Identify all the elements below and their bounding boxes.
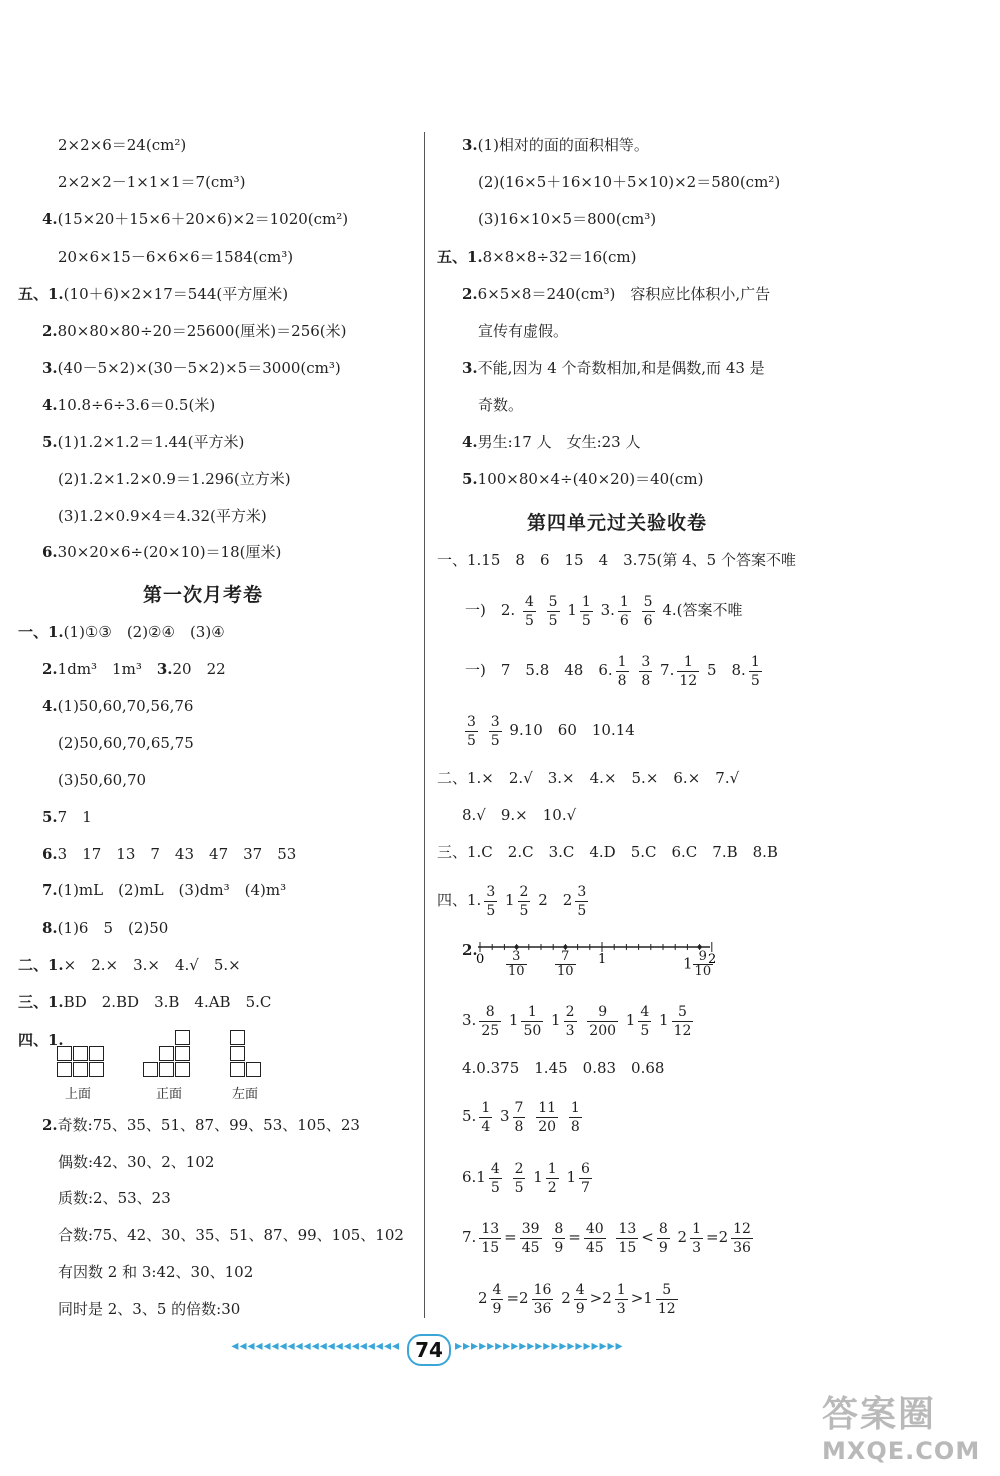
answer-line: 8.(1)6 5 (2)50 bbox=[42, 919, 169, 937]
answer-line: 质数:2、53、23 bbox=[58, 1189, 171, 1207]
answer-line: (2)(16×5＋16×10＋5×10)×2＝580(cm²) bbox=[478, 173, 781, 191]
answer-line: 奇数。 bbox=[478, 396, 524, 414]
svg-text:0: 0 bbox=[476, 952, 485, 967]
answer-line: 二、1.× 2.√ 3.× 4.× 5.× 6.× 7.√ bbox=[437, 769, 740, 787]
answer-line: 8.√ 9.× 10.√ bbox=[462, 806, 577, 824]
answer-line: 4.男生:17 人 女生:23 人 bbox=[462, 433, 641, 451]
view-label: 上面 bbox=[65, 1087, 92, 1102]
answer-line: 五、1.(10＋6)×2×17＝544(平方厘米) bbox=[18, 285, 289, 303]
answer-line: 一) 2. $\frac{4}{5}$ $\frac{5}{5}$ 1 $\frac{1}{5}$ 3. $\frac{1}{6}$ $\frac{5}{6}$ 4.(答案不唯 bbox=[465, 593, 743, 629]
answer-line: 三、1.C 2.C 3.C 4.D 5.C 6.C 7.B 8.B bbox=[437, 843, 778, 861]
decorative-arrows-left: ◂◂◂◂◂◂◂◂◂◂◂◂◂◂◂◂◂◂◂◂◂ bbox=[231, 1338, 400, 1354]
top-view-figure bbox=[57, 1046, 107, 1080]
answer-line: 3. $\frac{8}{25}$ 1 $\frac{1}{50}$ 1 $\frac{2}{3}$ $\frac{9}{200}$ 1 $\frac{4}{5}$ 1 $\frac{5}{12}$ bbox=[462, 1003, 692, 1039]
answer-line: 2.80×80×80÷20＝25600(厘米)＝256(米) bbox=[42, 322, 347, 340]
answer-line: 同时是 2、3、5 的倍数:30 bbox=[58, 1300, 241, 1318]
section-title: 第四单元过关验收卷 bbox=[527, 512, 708, 534]
answer-line: 5.7 1 bbox=[42, 808, 92, 826]
answer-line: 五、1.8×8×8÷32＝16(cm) bbox=[437, 248, 637, 266]
answer-line: 宣传有虚假。 bbox=[478, 322, 569, 340]
answer-line: 有因数 2 和 3:42、30、102 bbox=[58, 1263, 254, 1281]
answer-line: (3)1.2×0.9×4＝4.32(平方米) bbox=[58, 507, 267, 525]
answer-line: (3)50,60,70 bbox=[58, 771, 147, 789]
answer-line: 四、1. $\frac{3}{5}$ 1 $\frac{2}{5}$ 2 2 $\frac{3}{5}$ bbox=[437, 883, 587, 919]
view-label: 正面 bbox=[156, 1087, 183, 1102]
section-title: 第一次月考卷 bbox=[143, 584, 264, 606]
front-view-figure bbox=[143, 1030, 193, 1080]
answer-line: 2.1dm³ 1m³ 3.20 22 bbox=[42, 660, 226, 678]
answer-line: 4.0.375 1.45 0.83 0.68 bbox=[462, 1059, 665, 1077]
answer-line: (2)1.2×1.2×0.9＝1.296(立方米) bbox=[58, 470, 291, 488]
answer-line: 3.不能,因为 4 个奇数相加,和是偶数,而 43 是 bbox=[462, 359, 765, 377]
answer-line: 6.30×20×6÷(20×10)＝18(厘米) bbox=[42, 543, 282, 561]
answer-line: 4.10.8÷6÷3.6＝0.5(米) bbox=[42, 396, 216, 414]
answer-line: 5.100×80×4÷(40×20)＝40(cm) bbox=[462, 470, 704, 488]
answer-line: 一、1.(1)①③ (2)②④ (3)④ bbox=[18, 623, 225, 641]
answer-line: 一) 7 5.8 48 6. $\frac{1}{8}$ $\frac{3}{8}$ 7. $\frac{1}{12}$ 5 8. $\frac{1}{5}$ bbox=[465, 653, 760, 689]
left-view-figure bbox=[230, 1030, 264, 1080]
answer-line: 3.(40－5×2)×(30－5×2)×5＝3000(cm³) bbox=[42, 359, 341, 377]
answer-line: 合数:75、42、30、35、51、87、99、105、102 bbox=[58, 1226, 404, 1244]
answer-line: (3)16×10×5＝800(cm³) bbox=[478, 210, 657, 228]
tick-label: $\frac{7}{10}$ bbox=[557, 949, 574, 979]
answer-line: 2.6×5×8＝240(cm³) 容积应比体积小,广告 bbox=[462, 285, 771, 303]
answer-line: 6.3 17 13 7 43 47 37 53 bbox=[42, 845, 297, 863]
answer-line: 4.(15×20＋15×6＋20×6)×2＝1020(cm²) bbox=[42, 210, 349, 228]
svg-text:2: 2 bbox=[708, 952, 717, 967]
column-divider bbox=[424, 132, 425, 1318]
answer-line: (2)50,60,70,65,75 bbox=[58, 734, 194, 752]
answer-line: 2.奇数:75、35、51、87、99、53、105、23 bbox=[42, 1116, 360, 1134]
tick-label: 1 $\frac{9}{10}$ bbox=[683, 949, 712, 979]
answer-line: 2 $\frac{4}{9}$ =2 $\frac{16}{36}$ 2 $\frac{4}{9}$ >2 $\frac{1}{3}$ >1 $\frac{5}{12}$ bbox=[478, 1281, 676, 1317]
answer-line: 2×2×6＝24(cm²) bbox=[58, 136, 187, 154]
answer-line: 4.(1)50,60,70,56,76 bbox=[42, 697, 194, 715]
tick-label: $\frac{3}{10}$ bbox=[508, 949, 525, 979]
answer-line: 三、1.BD 2.BD 3.B 4.AB 5.C bbox=[18, 993, 272, 1011]
view-label: 左面 bbox=[232, 1087, 259, 1102]
answer-line: 7.(1)mL (2)mL (3)dm³ (4)m³ bbox=[42, 881, 287, 899]
answer-line: 5.(1)1.2×1.2＝1.44(平方米) bbox=[42, 433, 245, 451]
svg-text:1: 1 bbox=[598, 952, 607, 967]
answer-line: 2×2×2－1×1×1＝7(cm³) bbox=[58, 173, 246, 191]
answer-line: 四、1. bbox=[18, 1031, 64, 1049]
answer-line: $\frac{3}{5}$ $\frac{3}{5}$ 9.10 60 10.14 bbox=[467, 713, 635, 749]
answer-line: 5. $\frac{1}{4}$ 3 $\frac{7}{8}$ $\frac{11}{20}$ $\frac{1}{8}$ bbox=[462, 1099, 580, 1135]
decorative-arrows-right: ▸▸▸▸▸▸▸▸▸▸▸▸▸▸▸▸▸▸▸▸▸ bbox=[455, 1338, 624, 1354]
answer-line: 偶数:42、30、2、102 bbox=[58, 1153, 215, 1171]
page-number: 74 bbox=[407, 1334, 451, 1366]
answer-line: 7. $\frac{13}{15}$ = $\frac{39}{45}$ $\frac{8}{9}$ = $\frac{40}{45}$ $\frac{13}{15}$ < $\frac{8}{9}$ 2 $\frac{1}{3}$ =2 $\frac{12}{36}$ bbox=[462, 1220, 751, 1256]
page-footer bbox=[110, 1334, 740, 1364]
watermark-logo: 答案圈 MXQE.COM bbox=[822, 1394, 981, 1465]
answer-line: 二、1.× 2.× 3.× 4.√ 5.× bbox=[18, 956, 241, 974]
answer-line: 一、1.15 8 6 15 4 3.75(第 4、5 个答案不唯 bbox=[437, 551, 796, 569]
answer-line: 20×6×15－6×6×6＝1584(cm³) bbox=[58, 248, 294, 266]
question-number: 2. bbox=[462, 941, 478, 959]
answer-line: 3.(1)相对的面的面积相等。 bbox=[462, 136, 649, 154]
answer-line: 6.1 $\frac{4}{5}$ $\frac{2}{5}$ 1 $\frac{1}{2}$ 1 $\frac{6}{7}$ bbox=[462, 1160, 590, 1196]
